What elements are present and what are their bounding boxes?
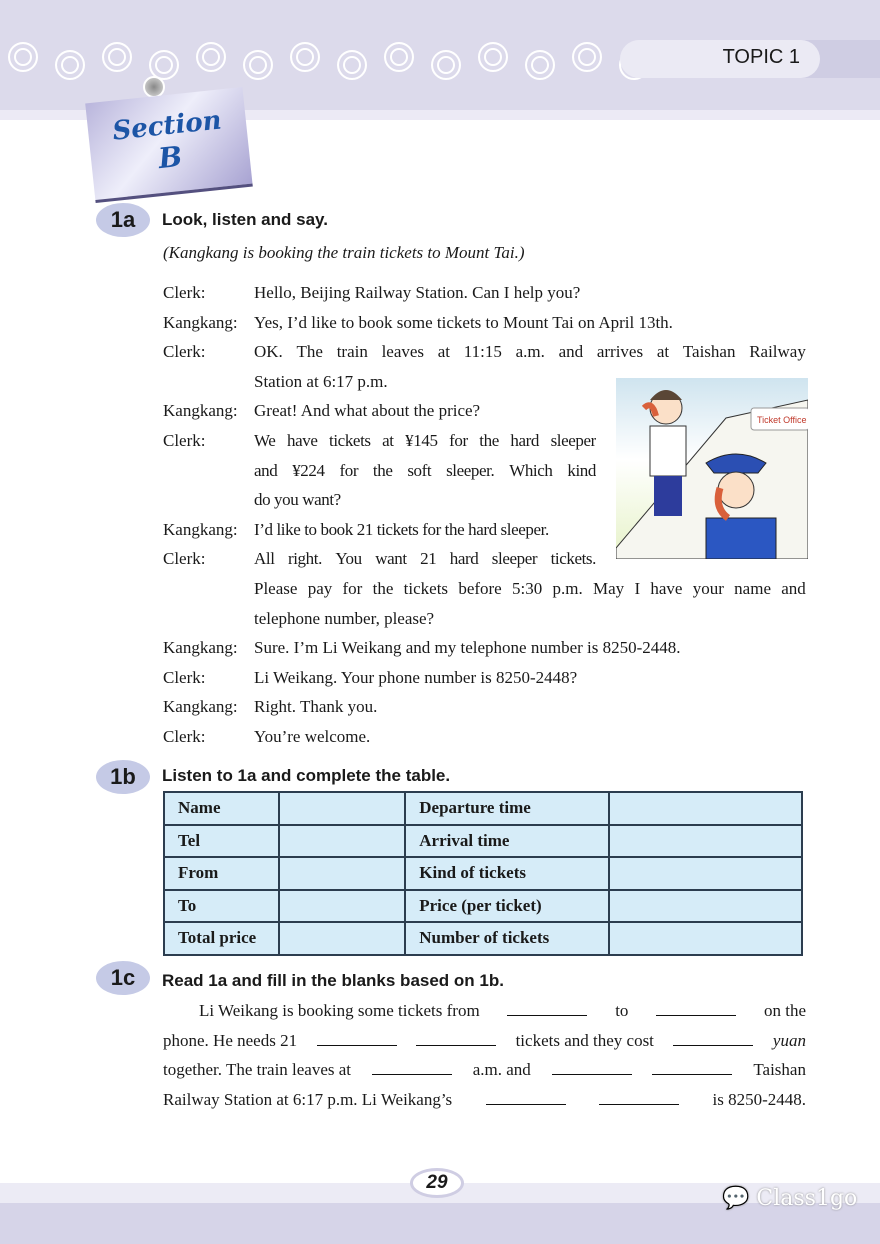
paragraph-text: Li Weikang is booking some tickets from bbox=[199, 1001, 480, 1020]
dialog-word: tickets bbox=[329, 430, 371, 450]
dialog-text: Hello, Beijing Railway Station. Can I help you? bbox=[254, 283, 581, 302]
dialog-line bbox=[163, 722, 806, 752]
speaker: Clerk: bbox=[163, 667, 206, 687]
illustration-phone-call bbox=[616, 378, 808, 559]
dialog-word: soft bbox=[407, 460, 432, 480]
dialog-word: ¥145 bbox=[405, 430, 438, 450]
dialog-text: Li Weikang. Your phone number is 8250-2448? bbox=[254, 667, 578, 687]
ring-decoration bbox=[572, 42, 602, 72]
dialog-text bbox=[254, 337, 806, 367]
dialog-word: arrives bbox=[596, 342, 644, 362]
table-label: Departure time bbox=[405, 792, 609, 825]
ring-decoration bbox=[525, 50, 555, 80]
dialog-word: p.m. bbox=[552, 578, 583, 598]
badge-1a: 1a bbox=[96, 203, 150, 237]
table-row bbox=[164, 922, 802, 955]
dialog-word: and bbox=[558, 342, 584, 362]
speaker: Kangkang: bbox=[163, 638, 238, 658]
dialog-text bbox=[254, 426, 596, 456]
paragraph-line bbox=[163, 1085, 806, 1115]
dialog-word: leaves bbox=[381, 342, 425, 362]
dialog-word: right. bbox=[287, 549, 322, 569]
blank-input[interactable] bbox=[317, 1028, 397, 1046]
table-label: Price (per ticket) bbox=[405, 890, 609, 923]
dialog-text bbox=[254, 574, 806, 604]
paragraph-text: to bbox=[615, 1001, 629, 1020]
dialog-word: kind bbox=[567, 460, 596, 480]
table-label: To bbox=[164, 890, 279, 923]
table-row bbox=[164, 825, 802, 858]
dialog-word: name bbox=[734, 578, 771, 598]
speaker: Kangkang: bbox=[163, 697, 238, 717]
dialog-word: 11:15 bbox=[463, 342, 502, 362]
table-answer-cell[interactable] bbox=[279, 890, 406, 923]
dialog-word: the bbox=[372, 578, 394, 598]
speaker: Kangkang: bbox=[163, 519, 238, 539]
table-row bbox=[164, 857, 802, 890]
intro-text bbox=[163, 243, 525, 263]
dialog-text: telephone number, please? bbox=[254, 608, 435, 628]
blank-input[interactable] bbox=[599, 1087, 679, 1105]
dialog-word: 5:30 bbox=[512, 578, 543, 598]
table-answer-cell[interactable] bbox=[279, 825, 406, 858]
paragraph-line bbox=[163, 1026, 806, 1056]
ring-decoration bbox=[243, 50, 273, 80]
dialog-word: for bbox=[449, 430, 468, 450]
speaker: Kangkang: bbox=[163, 312, 238, 332]
dialog-text: You’re welcome. bbox=[254, 726, 371, 746]
table-row bbox=[164, 792, 802, 825]
dialog-word: Please bbox=[254, 578, 298, 598]
dialog-word: tickets. bbox=[550, 549, 596, 569]
blank-input[interactable] bbox=[656, 998, 736, 1016]
dialog-line bbox=[163, 337, 806, 367]
dialog-word: at bbox=[437, 342, 451, 362]
dialog-word: and bbox=[781, 578, 806, 598]
dialog-text: Yes, I’d like to book some tickets to Mount Tai on April 13th. bbox=[254, 312, 673, 332]
badge-1b: 1b bbox=[96, 760, 150, 794]
dialog-line bbox=[163, 604, 806, 634]
dialog-word: All bbox=[254, 549, 275, 569]
watermark bbox=[722, 1186, 857, 1211]
table-answer-cell[interactable] bbox=[609, 922, 802, 955]
dialog-word: hard bbox=[449, 549, 479, 569]
blank-input[interactable] bbox=[486, 1087, 566, 1105]
table-answer-cell[interactable] bbox=[279, 792, 406, 825]
ticket-table bbox=[163, 791, 803, 956]
speaker: Clerk: bbox=[163, 549, 206, 569]
dialog-word: You bbox=[335, 549, 362, 569]
ticket-office-sign: Ticket Office bbox=[757, 415, 807, 425]
dialog-word: OK. bbox=[254, 342, 283, 362]
speaker: Clerk: bbox=[163, 342, 206, 362]
section-word: Section bbox=[111, 105, 223, 147]
ring-decoration bbox=[196, 42, 226, 72]
paragraph-line bbox=[163, 996, 806, 1026]
heading-1a: Look, listen and say. bbox=[162, 210, 328, 229]
dialog-text: Right. Thank you. bbox=[254, 697, 378, 717]
dialog-line bbox=[163, 633, 806, 663]
watermark-text: Class1go bbox=[756, 1186, 858, 1211]
dialog-word: tickets bbox=[403, 578, 449, 598]
dialog-word: a.m. bbox=[515, 342, 545, 362]
paragraph-text: a.m. and bbox=[472, 1060, 531, 1080]
heading-1b: Listen to 1a and complete the table. bbox=[162, 766, 451, 785]
table-answer-cell[interactable] bbox=[609, 890, 802, 923]
dialog-word: sleeper bbox=[491, 549, 538, 569]
blank-input[interactable] bbox=[416, 1028, 496, 1046]
blank-input[interactable] bbox=[552, 1057, 632, 1075]
speaker: Clerk: bbox=[163, 726, 206, 746]
dialog-word: We bbox=[254, 430, 276, 450]
paragraph-text: Taishan bbox=[753, 1060, 806, 1080]
blank-input[interactable] bbox=[372, 1057, 452, 1075]
dialog-word: May bbox=[593, 578, 625, 598]
dialog-word: pay bbox=[307, 578, 333, 598]
blank-input[interactable] bbox=[652, 1057, 732, 1075]
dialog-word: for bbox=[339, 460, 359, 480]
dialog-word: Which bbox=[509, 460, 553, 480]
blank-input[interactable] bbox=[507, 998, 587, 1016]
section-letter: B bbox=[156, 139, 184, 176]
speaker: Clerk: bbox=[163, 283, 206, 302]
dialog-text bbox=[254, 456, 596, 486]
ring-decoration bbox=[431, 50, 461, 80]
table-answer-cell[interactable] bbox=[609, 792, 802, 825]
dialog-word: at bbox=[382, 430, 394, 450]
table-answer-cell[interactable] bbox=[279, 922, 406, 955]
dialog-line bbox=[163, 278, 806, 308]
dialog-word: and bbox=[254, 460, 278, 480]
table-label: Total price bbox=[164, 922, 279, 955]
heading-1c: Read 1a and fill in the blanks based on 1b. bbox=[162, 971, 504, 990]
wechat-icon: 💬 bbox=[722, 1186, 750, 1211]
table-answer-cell[interactable] bbox=[609, 857, 802, 890]
ring-decoration bbox=[55, 50, 85, 80]
dialog-word: The bbox=[296, 342, 323, 362]
paragraph-text: phone. He needs 21 bbox=[163, 1030, 298, 1050]
ring-decoration bbox=[337, 50, 367, 80]
dialog-word: sleeper bbox=[550, 430, 596, 450]
dialog-text: Great! And what about the price? bbox=[254, 401, 481, 421]
dialog-word: I bbox=[634, 578, 641, 598]
dialog-word: Railway bbox=[749, 342, 806, 362]
table-label: Name bbox=[164, 792, 279, 825]
dialog-text: do you want? bbox=[254, 490, 341, 510]
paragraph-text: on the bbox=[763, 1001, 806, 1020]
dialog-word: the bbox=[372, 460, 393, 480]
speaker: Clerk: bbox=[163, 430, 206, 450]
paragraph-text: tickets and they cost bbox=[515, 1030, 654, 1050]
table-row bbox=[164, 890, 802, 923]
table-label: Tel bbox=[164, 825, 279, 858]
table-label: Number of tickets bbox=[405, 922, 609, 955]
table-label: Arrival time bbox=[405, 825, 609, 858]
dialog-text: Sure. I’m Li Weikang and my telephone number is 8250-2448. bbox=[254, 638, 681, 658]
section-sign bbox=[85, 87, 253, 203]
intro-italic: (Kangkang is booking the train tickets to Mount Tai.) bbox=[163, 243, 525, 262]
speaker: Kangkang: bbox=[163, 401, 238, 421]
ring-decoration bbox=[478, 42, 508, 72]
dialog-line bbox=[163, 574, 806, 604]
dialog-text: I’d like to book 21 tickets for the hard sleeper. bbox=[254, 519, 549, 539]
dialog-word: train bbox=[336, 342, 368, 362]
dialog-word: ¥224 bbox=[292, 460, 325, 480]
dialog-word: the bbox=[479, 430, 499, 450]
table-label: Kind of tickets bbox=[405, 857, 609, 890]
topic-label: TOPIC 1 bbox=[620, 40, 820, 78]
dialog-line bbox=[163, 308, 806, 338]
dialog-text: Station at 6:17 p.m. bbox=[254, 371, 388, 391]
ring-decoration bbox=[290, 42, 320, 72]
paragraph-text: Railway Station at 6:17 p.m. Li Weikang’s bbox=[163, 1089, 453, 1109]
table-answer-cell[interactable] bbox=[279, 857, 406, 890]
table-label: From bbox=[164, 857, 279, 890]
dialog-word: want bbox=[375, 549, 407, 569]
dialog-word: have bbox=[286, 430, 318, 450]
dialog-line bbox=[163, 663, 806, 693]
dialog-word: Taishan bbox=[682, 342, 736, 362]
ring-decoration bbox=[8, 42, 38, 72]
paragraph-text: is 8250-2448. bbox=[712, 1089, 806, 1109]
badge-1c: 1c bbox=[96, 961, 150, 995]
paragraph-line bbox=[163, 1055, 806, 1085]
dialog-word: sleeper. bbox=[446, 460, 495, 480]
dialog-word: at bbox=[656, 342, 670, 362]
paragraph-text: yuan bbox=[772, 1030, 806, 1050]
dialog-word: 21 bbox=[420, 549, 437, 569]
dialog-word: your bbox=[692, 578, 724, 598]
dialog-word: for bbox=[342, 578, 363, 598]
dialog-text bbox=[254, 544, 596, 574]
dialog-word: before bbox=[458, 578, 502, 598]
dialog-word: have bbox=[650, 578, 683, 598]
paragraph-text: together. The train leaves at bbox=[163, 1060, 352, 1080]
table-answer-cell[interactable] bbox=[609, 825, 802, 858]
ring-decoration bbox=[102, 42, 132, 72]
dialog-word: hard bbox=[510, 430, 540, 450]
fill-blanks-paragraph bbox=[163, 996, 806, 1114]
page-number: 29 bbox=[410, 1168, 464, 1198]
dialog-line bbox=[163, 692, 806, 722]
blank-input[interactable] bbox=[673, 1028, 753, 1046]
ring-decoration bbox=[384, 42, 414, 72]
